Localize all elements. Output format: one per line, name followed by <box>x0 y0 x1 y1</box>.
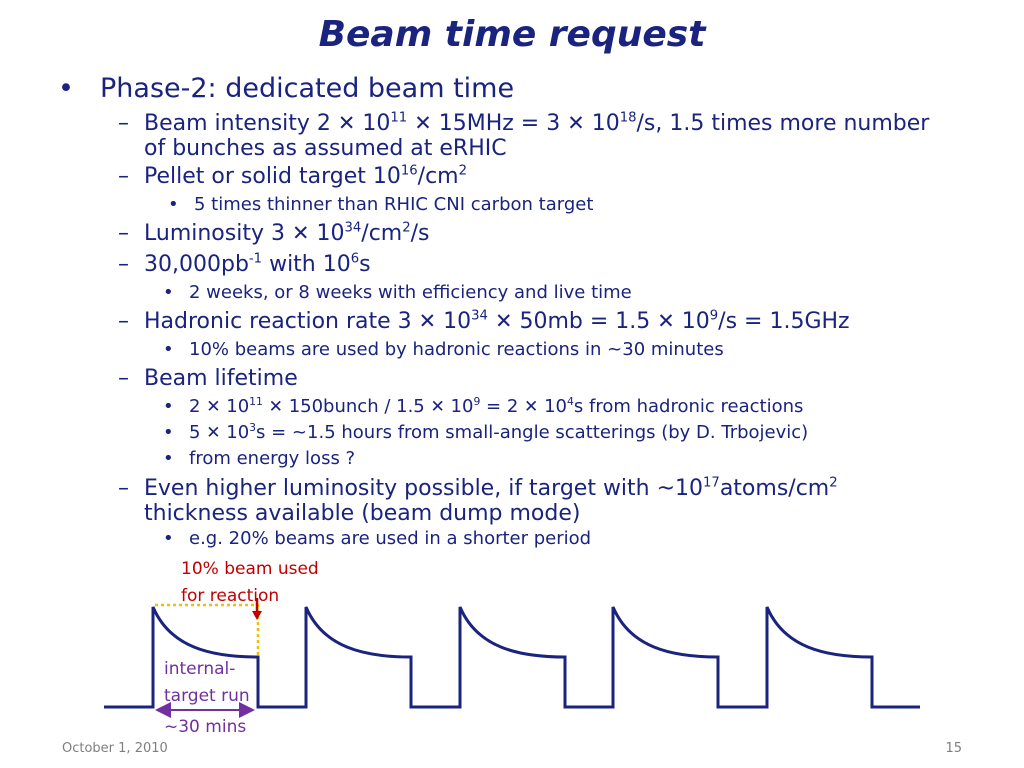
bullet-beam-intensity: – Beam intensity 2 ✕ $10^{11}$ ✕ 15MHz = 3 ✕ $10^{18}/s$, 1.5 times more number of bunches as assumed at eRHIC <box>118 111 978 161</box>
dash-marker: – <box>118 252 129 277</box>
sub-bullet-shorter-period: • e.g. 20% beams are used in a shorter period <box>163 528 592 549</box>
bullet-pellet: – Pellet or solid target $10^{16}/cm^2$ <box>118 163 468 189</box>
bullet-marker: • <box>163 339 174 360</box>
footer-date: October 1, 2010 <box>62 741 168 756</box>
reaction-fraction-dotted-line <box>155 605 258 655</box>
bullet-beam-lifetime: – Beam lifetime <box>118 366 298 391</box>
dash-marker: – <box>118 476 129 501</box>
sub-bullet-lifetime-scattering: • 5 ✕ $10^3s$ = ~1.5 hours from small-angle scatterings (by D. Trbojevic) <box>163 421 809 443</box>
sub-bullet-pellet: • 5 times thinner than RHIC CNI carbon target <box>168 194 594 215</box>
sub-bullet-weeks: • 2 weeks, or 8 weeks with efficiency and live time <box>163 282 632 303</box>
bullet-marker: • <box>163 448 174 469</box>
slide-title: Beam time request <box>318 14 706 55</box>
sub-bullet-lifetime-hadronic: • 2 ✕ $10^{11}$ ✕ 150bunch / 1.5 ✕ $10^9 = 2$ ✕ $10^4s$ from hadronic reactions <box>163 395 804 417</box>
bullet-hadronic-rate: – Hadronic reaction rate 3 ✕ $10^{34}$ ✕ 50mb = 1.5 ✕ $10^9/s = 1.5GHz$ <box>118 308 850 334</box>
sub-bullet-energy-loss: • from energy loss ? <box>163 448 356 469</box>
beam-pulse-diagram <box>0 595 1024 735</box>
bullet-marker: • <box>168 194 179 215</box>
sub-bullet-hadronic: • 10% beams are used by hadronic reactions in ~30 minutes <box>163 339 724 360</box>
duration-label: ~30 mins <box>164 717 247 737</box>
bullet-luminosity: – Luminosity 3 ✕ $10^{34}/cm^2/s$ <box>118 220 430 246</box>
bullet-marker: • <box>58 73 74 104</box>
page-number: 15 <box>945 741 962 756</box>
bullet-luminosity-integrated: – $30,000pb^{-1}$ with $10^6s$ <box>118 251 371 277</box>
dash-marker: – <box>118 221 129 246</box>
bullet-marker: • <box>163 422 174 443</box>
red-arrow-head <box>252 611 262 620</box>
dash-marker: – <box>118 366 129 391</box>
bullet-higher-luminosity-cont: thickness available (beam dump mode) <box>144 501 581 526</box>
internal-target-label: internal- target run <box>164 659 250 706</box>
dash-marker: – <box>118 164 129 189</box>
dash-marker: – <box>118 111 129 136</box>
dash-marker: – <box>118 309 129 334</box>
bullet-higher-luminosity: – Even higher luminosity possible, if target with $\sim 10^{17}atoms/cm^2$ thickness available (beam dump mode) <box>118 476 978 526</box>
reaction-label: 10% beam used for reaction <box>181 559 319 606</box>
bullet-marker: • <box>163 528 174 549</box>
bullet-phase2: • Phase-2: dedicated beam time <box>58 73 515 104</box>
bullet-marker: • <box>163 396 174 417</box>
bullet-beam-intensity-cont: of bunches as assumed at eRHIC <box>144 136 507 161</box>
bullet-marker: • <box>163 282 174 303</box>
